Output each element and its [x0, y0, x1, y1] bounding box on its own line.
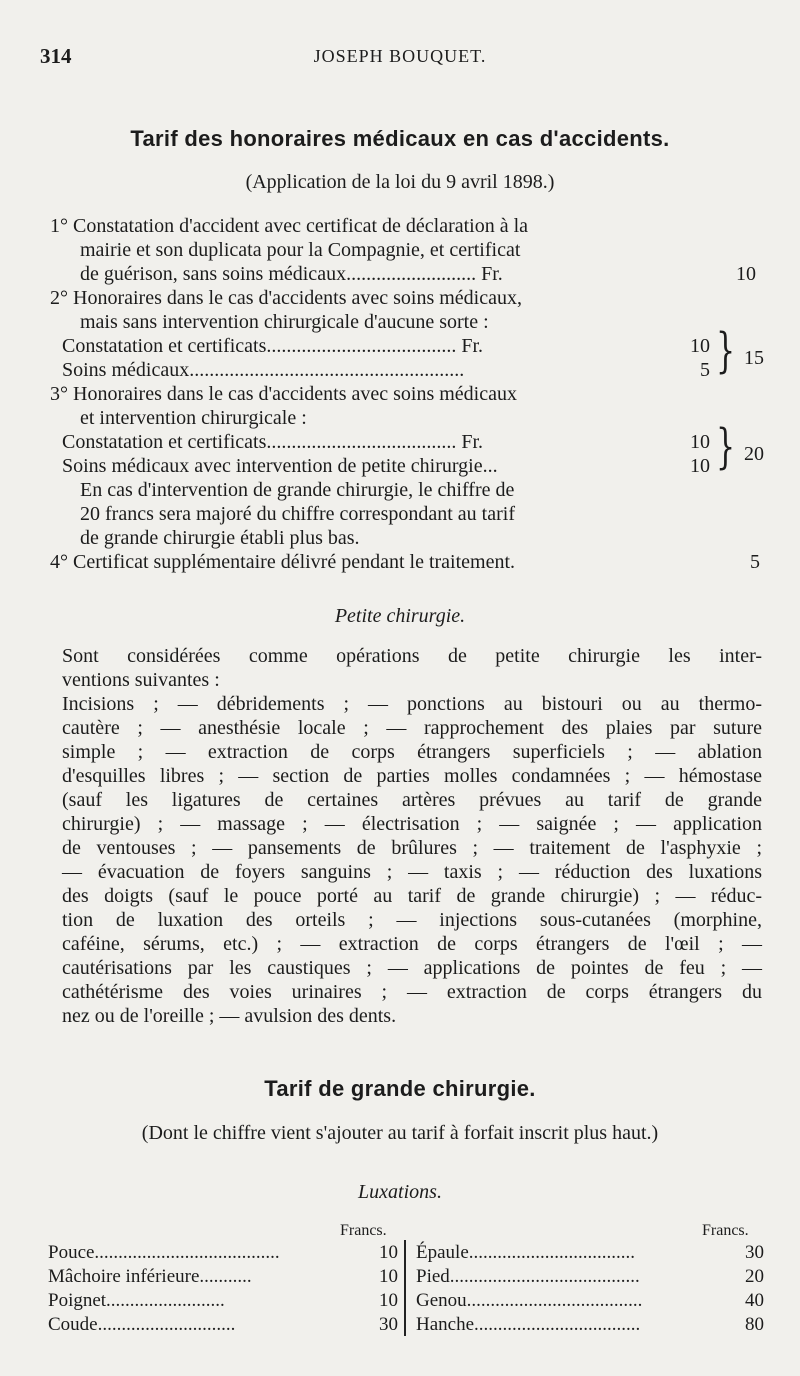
- luxation-name: Coude.............................: [48, 1314, 236, 1335]
- tarif-line: mairie et son duplicata pour la Compagnie, et certificat: [80, 239, 521, 261]
- amount-item3-soins: 10: [690, 455, 710, 477]
- grande-chirurgie-title: Tarif de grande chirurgie.: [264, 1076, 536, 1101]
- column-header-francs-right: Francs.: [702, 1222, 749, 1239]
- petite-line: tion de luxation des orteils ; — injections sous-cutanées (morphine,: [62, 909, 762, 931]
- petite-line: — évacuation de foyers sanguins ; — taxis ; — réduction des luxations: [62, 861, 762, 883]
- luxation-name: Genou.....................................: [416, 1290, 643, 1311]
- tarif-line: Soins médicaux.......................................................: [62, 359, 465, 381]
- luxation-name: Épaule...................................: [416, 1242, 636, 1263]
- luxation-value: 10: [379, 1242, 398, 1263]
- tarif-line: Constatation et certificats...................................... Fr.: [62, 335, 484, 357]
- amount-item2-total: 15: [744, 347, 764, 369]
- luxation-value: 20: [745, 1266, 764, 1287]
- petite-line: nez ou de l'oreille ; — avulsion des dents.: [62, 1005, 397, 1027]
- tarif-line: En cas d'intervention de grande chirurgie, le chiffre de: [80, 479, 515, 501]
- petite-line: de ventouses ; — pansements de brûlures ; — traitement de l'asphyxie ;: [62, 837, 762, 859]
- petite-line: caféine, sérums, etc.) ; — extraction de corps étrangers de l'œil ; —: [62, 933, 762, 955]
- amount-item2-soins: 5: [700, 359, 710, 381]
- luxations-heading: Luxations.: [358, 1181, 442, 1203]
- petite-line: Sont considérées comme opérations de petite chirurgie les inter-: [62, 645, 762, 667]
- petite-line: cautère ; — anesthésie locale ; — rapprochement des plaies par suture: [62, 717, 762, 739]
- tarif-title: Tarif des honoraires médicaux en cas d'accidents.: [130, 126, 670, 151]
- tarif-line: mais sans intervention chirurgicale d'aucune sorte :: [80, 311, 489, 333]
- tarif-line: 3° Honoraires dans le cas d'accidents avec soins médicaux: [50, 383, 517, 405]
- tarif-subtitle: (Application de la loi du 9 avril 1898.): [245, 171, 555, 193]
- amount-item1-total: 10: [736, 263, 756, 285]
- luxation-value: 30: [379, 1314, 398, 1335]
- petite-line: d'esquilles libres ; — section de parties molles condamnées ; — hémostase: [62, 765, 762, 787]
- petite-line: des doigts (sauf le pouce porté au tarif de grande chirurgie) ; — réduc-: [62, 885, 762, 907]
- tarif-line: de guérison, sans soins médicaux.......................... Fr.: [80, 263, 503, 285]
- tarif-line: Soins médicaux avec intervention de petite chirurgie...: [62, 455, 498, 477]
- petite-chirurgie-heading: Petite chirurgie.: [334, 605, 466, 627]
- petite-line: ventions suivantes :: [62, 669, 220, 691]
- amount-item3-total: 20: [744, 443, 764, 465]
- petite-line: chirurgie) ; — massage ; — électrisation ; — saignée ; — application: [62, 813, 762, 835]
- column-header-francs-left: Francs.: [340, 1222, 387, 1239]
- petite-line: Incisions ; — débridements ; — ponctions au bistouri ou au thermo-: [62, 693, 762, 715]
- tarif-line: Constatation et certificats...................................... Fr.: [62, 431, 484, 453]
- petite-line: cathétérisme des voies urinaires ; — extraction de corps étrangers du: [62, 981, 762, 1003]
- brace: }: [716, 419, 736, 476]
- amount-item2-constatation: 10: [690, 335, 710, 357]
- luxation-value: 10: [379, 1266, 398, 1287]
- luxation-value: 40: [745, 1290, 764, 1311]
- tarif-line: et intervention chirurgicale :: [80, 407, 307, 429]
- amount-item3-constatation: 10: [690, 431, 710, 453]
- luxation-value: 10: [379, 1290, 398, 1311]
- luxation-name: Hanche...................................: [416, 1314, 641, 1335]
- petite-line: cautérisations par les caustiques ; — applications de pointes de feu ; —: [62, 957, 762, 979]
- tarif-line: 20 francs sera majoré du chiffre correspondant au tarif: [80, 503, 515, 525]
- luxation-value: 30: [745, 1242, 764, 1263]
- tarif-line: de grande chirurgie établi plus bas.: [80, 527, 360, 549]
- luxation-name: Pouce.......................................: [48, 1242, 280, 1263]
- grande-chirurgie-subtitle: (Dont le chiffre vient s'ajouter au tarif à forfait inscrit plus haut.): [141, 1122, 659, 1144]
- tarif-line: 1° Constatation d'accident avec certificat de déclaration à la: [50, 215, 529, 237]
- page-number: 314: [40, 44, 72, 68]
- luxation-name: Mâchoire inférieure...........: [48, 1266, 252, 1287]
- tarif-line: 4° Certificat supplémentaire délivré pendant le traitement.: [50, 551, 516, 573]
- running-title: JOSEPH BOUQUET.: [313, 46, 487, 66]
- brace: }: [716, 323, 736, 380]
- amount-item4-total: 5: [750, 551, 760, 573]
- column-divider: [404, 1240, 406, 1336]
- luxation-name: Pied........................................: [416, 1266, 640, 1287]
- petite-line: simple ; — extraction de corps étrangers superficiels ; — ablation: [62, 741, 762, 763]
- tarif-line: 2° Honoraires dans le cas d'accidents avec soins médicaux,: [50, 287, 522, 309]
- luxation-value: 80: [745, 1314, 764, 1335]
- luxation-name: Poignet.........................: [48, 1290, 225, 1311]
- petite-line: (sauf les ligatures de certaines artères prévues au tarif de grande: [62, 789, 762, 811]
